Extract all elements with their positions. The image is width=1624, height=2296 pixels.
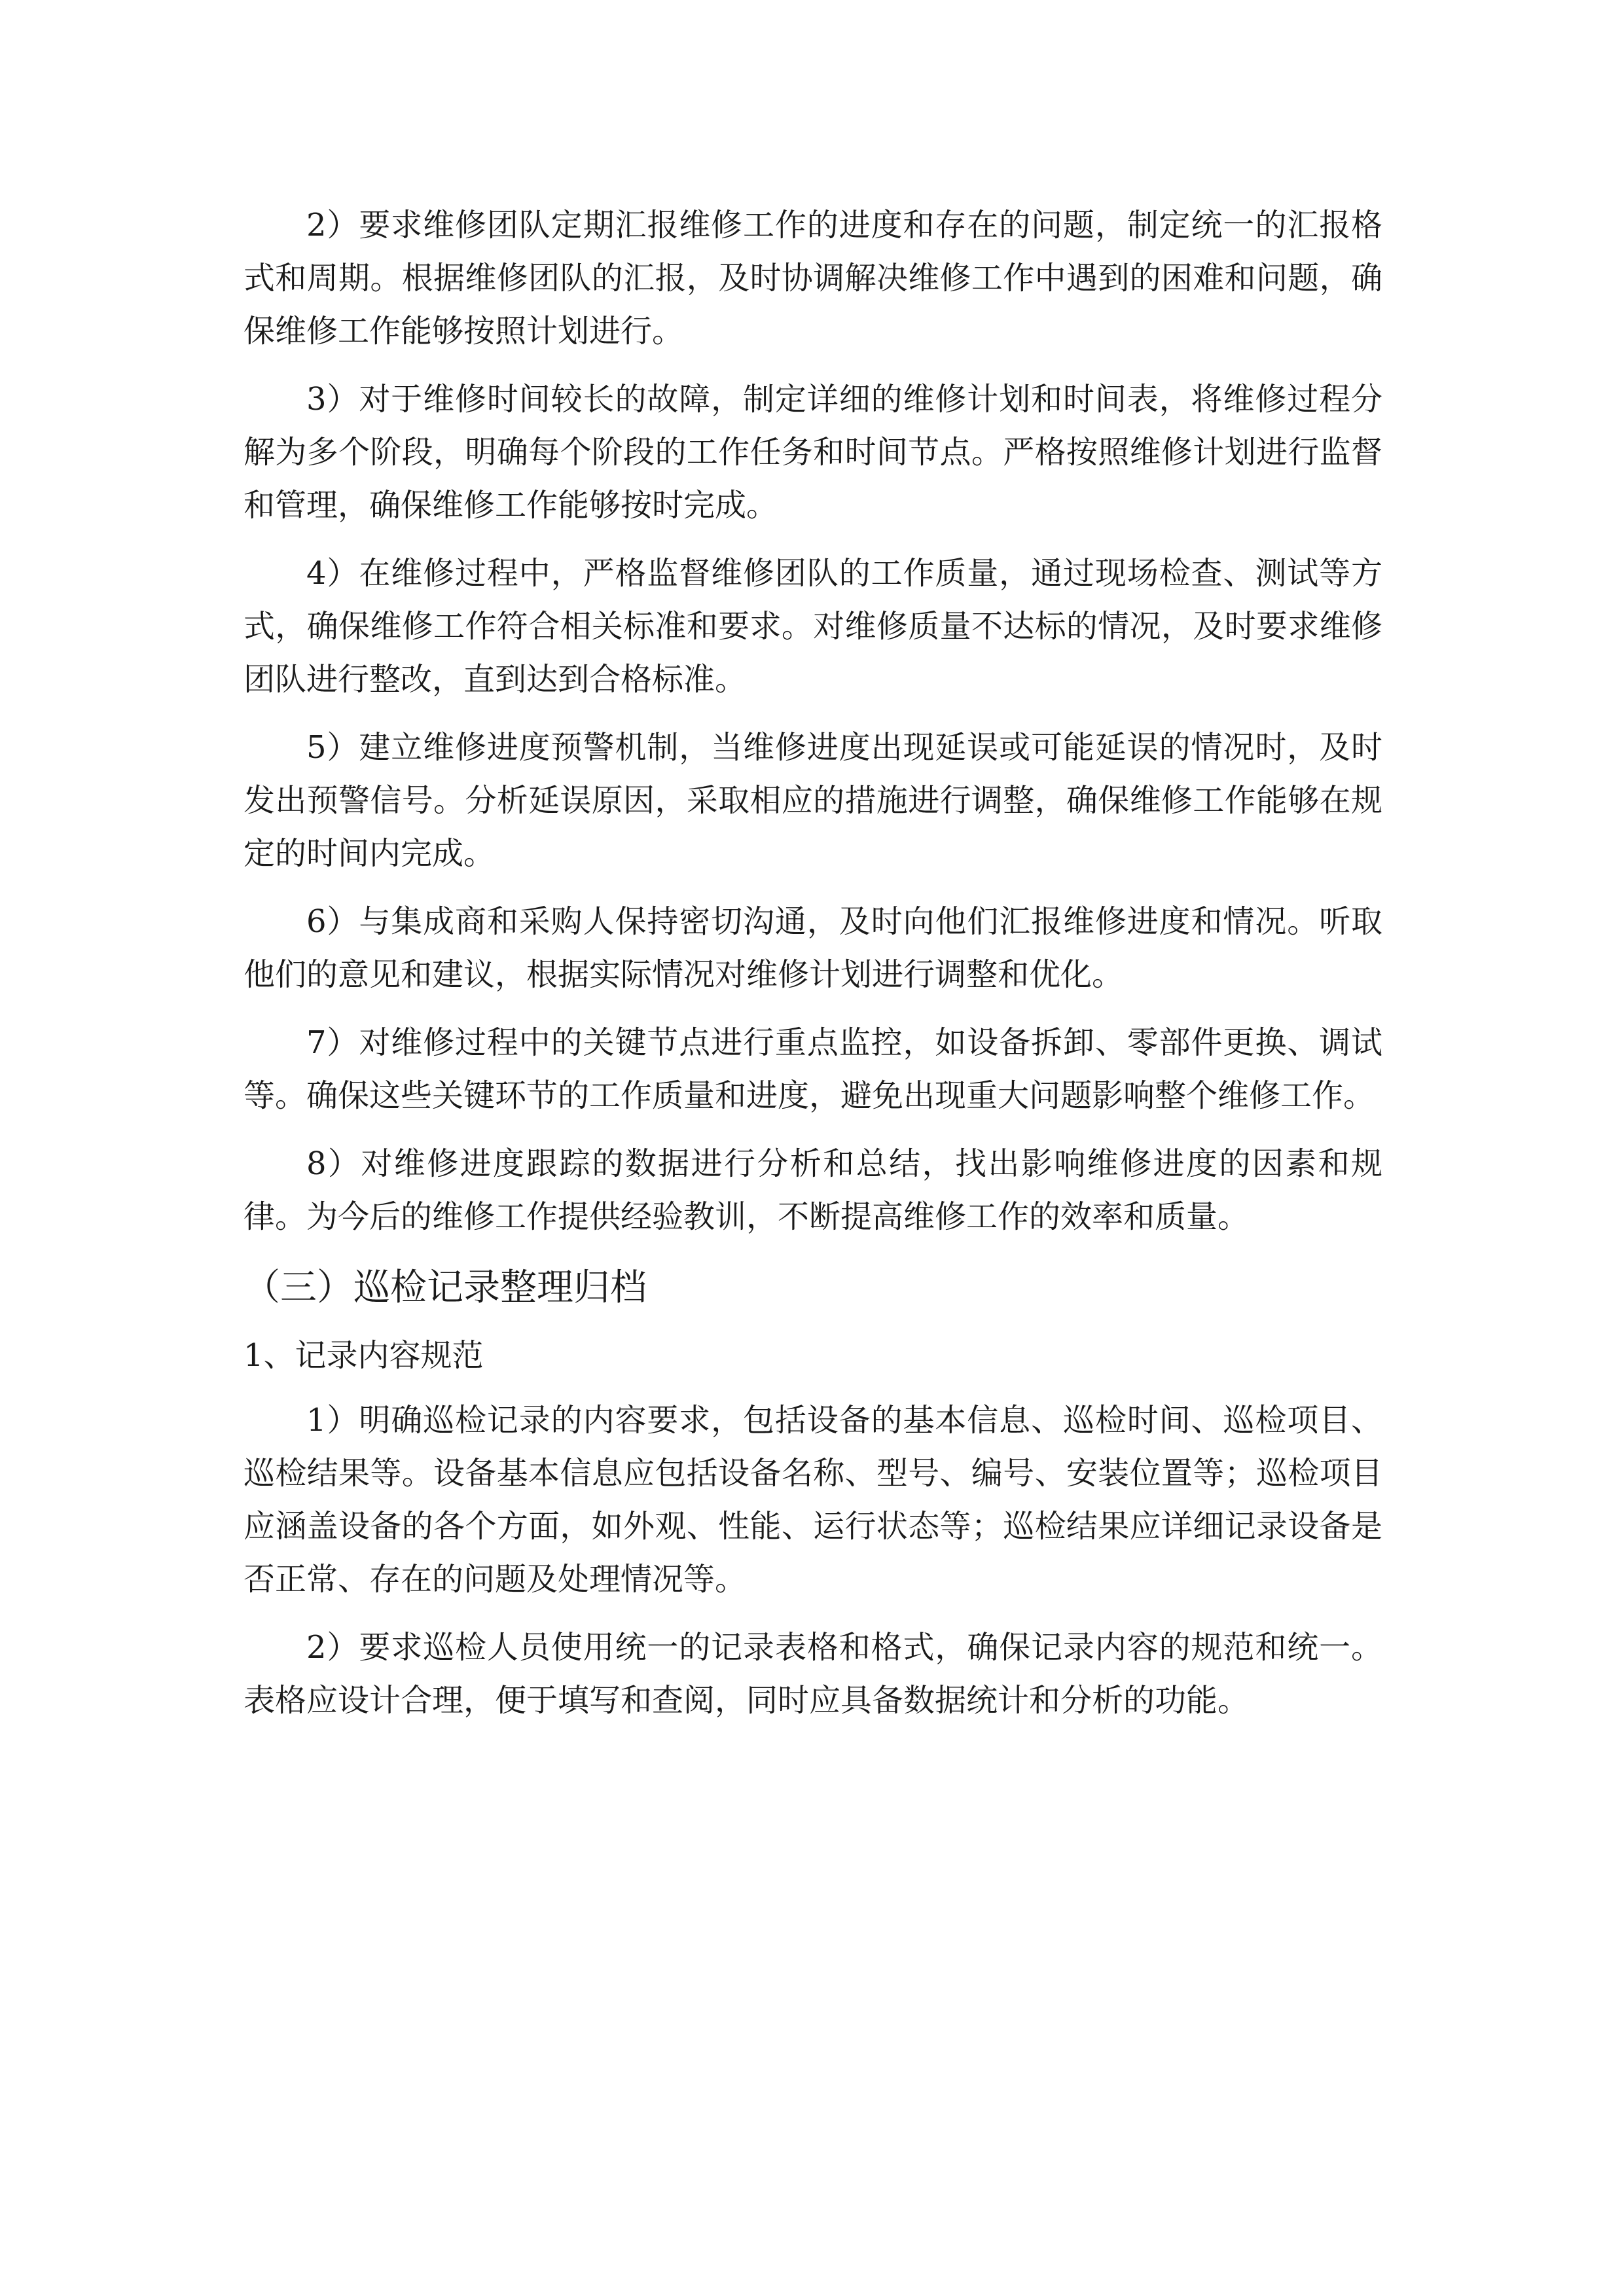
paragraph-item-3: 3）对于维修时间较长的故障，制定详细的维修计划和时间表，将维修过程分解为多个阶段，明确每个阶段的工作任务和时间节点。严格按照维修计划进行监督和管理，确保维修工作能够按时完成。 [244,381,1382,524]
section-heading: （三）巡检记录整理归档 [244,1266,647,1309]
paragraph-item-2: 2）要求维修团队定期汇报维修工作的进度和存在的问题，制定统一的汇报格式和周期。根据维修团队的汇报，及时协调解决维修工作中遇到的困难和问题，确保维修工作能够按照计划进行。 [244,207,1382,350]
paragraph-record-2: 2）要求巡检人员使用统一的记录表格和格式，确保记录内容的规范和统一。表格应设计合理，便于填写和查阅，同时应具备数据统计和分析的功能。 [244,1629,1382,1719]
subsection-heading: 1、记录内容规范 [244,1337,484,1374]
paragraph-item-5: 5）建立维修进度预警机制，当维修进度出现延误或可能延误的情况时，及时发出预警信号。分析延误原因，采取相应的措施进行调整，确保维修工作能够在规定的时间内完成。 [244,729,1382,872]
paragraph-item-7: 7）对维修过程中的关键节点进行重点监控，如设备拆卸、零部件更换、调试等。确保这些关键环节的工作质量和进度，避免出现重大问题影响整个维修工作。 [244,1024,1382,1114]
paragraph-item-8: 8）对维修进度跟踪的数据进行分析和总结，找出影响维修进度的因素和规律。为今后的维修工作提供经验教训，不断提高维修工作的效率和质量。 [244,1145,1382,1235]
paragraph-item-6: 6）与集成商和采购人保持密切沟通，及时向他们汇报维修进度和情况。听取他们的意见和建议，根据实际情况对维修计划进行调整和优化。 [244,903,1382,993]
document-body [244,199,1382,1742]
paragraph-item-4: 4）在维修过程中，严格监督维修团队的工作质量，通过现场检查、测试等方式，确保维修工作符合相关标准和要求。对维修质量不达标的情况，及时要求维修团队进行整改，直到达到合格标准。 [244,555,1382,698]
paragraph-record-1: 1）明确巡检记录的内容要求，包括设备的基本信息、巡检时间、巡检项目、巡检结果等。设备基本信息应包括设备名称、型号、编号、安装位置等；巡检项目应涵盖设备的各个方面，如外观、性能、运行状态等；巡检结果应详细记录设备是否正常、存在的问题及处理情况等。 [244,1402,1382,1598]
